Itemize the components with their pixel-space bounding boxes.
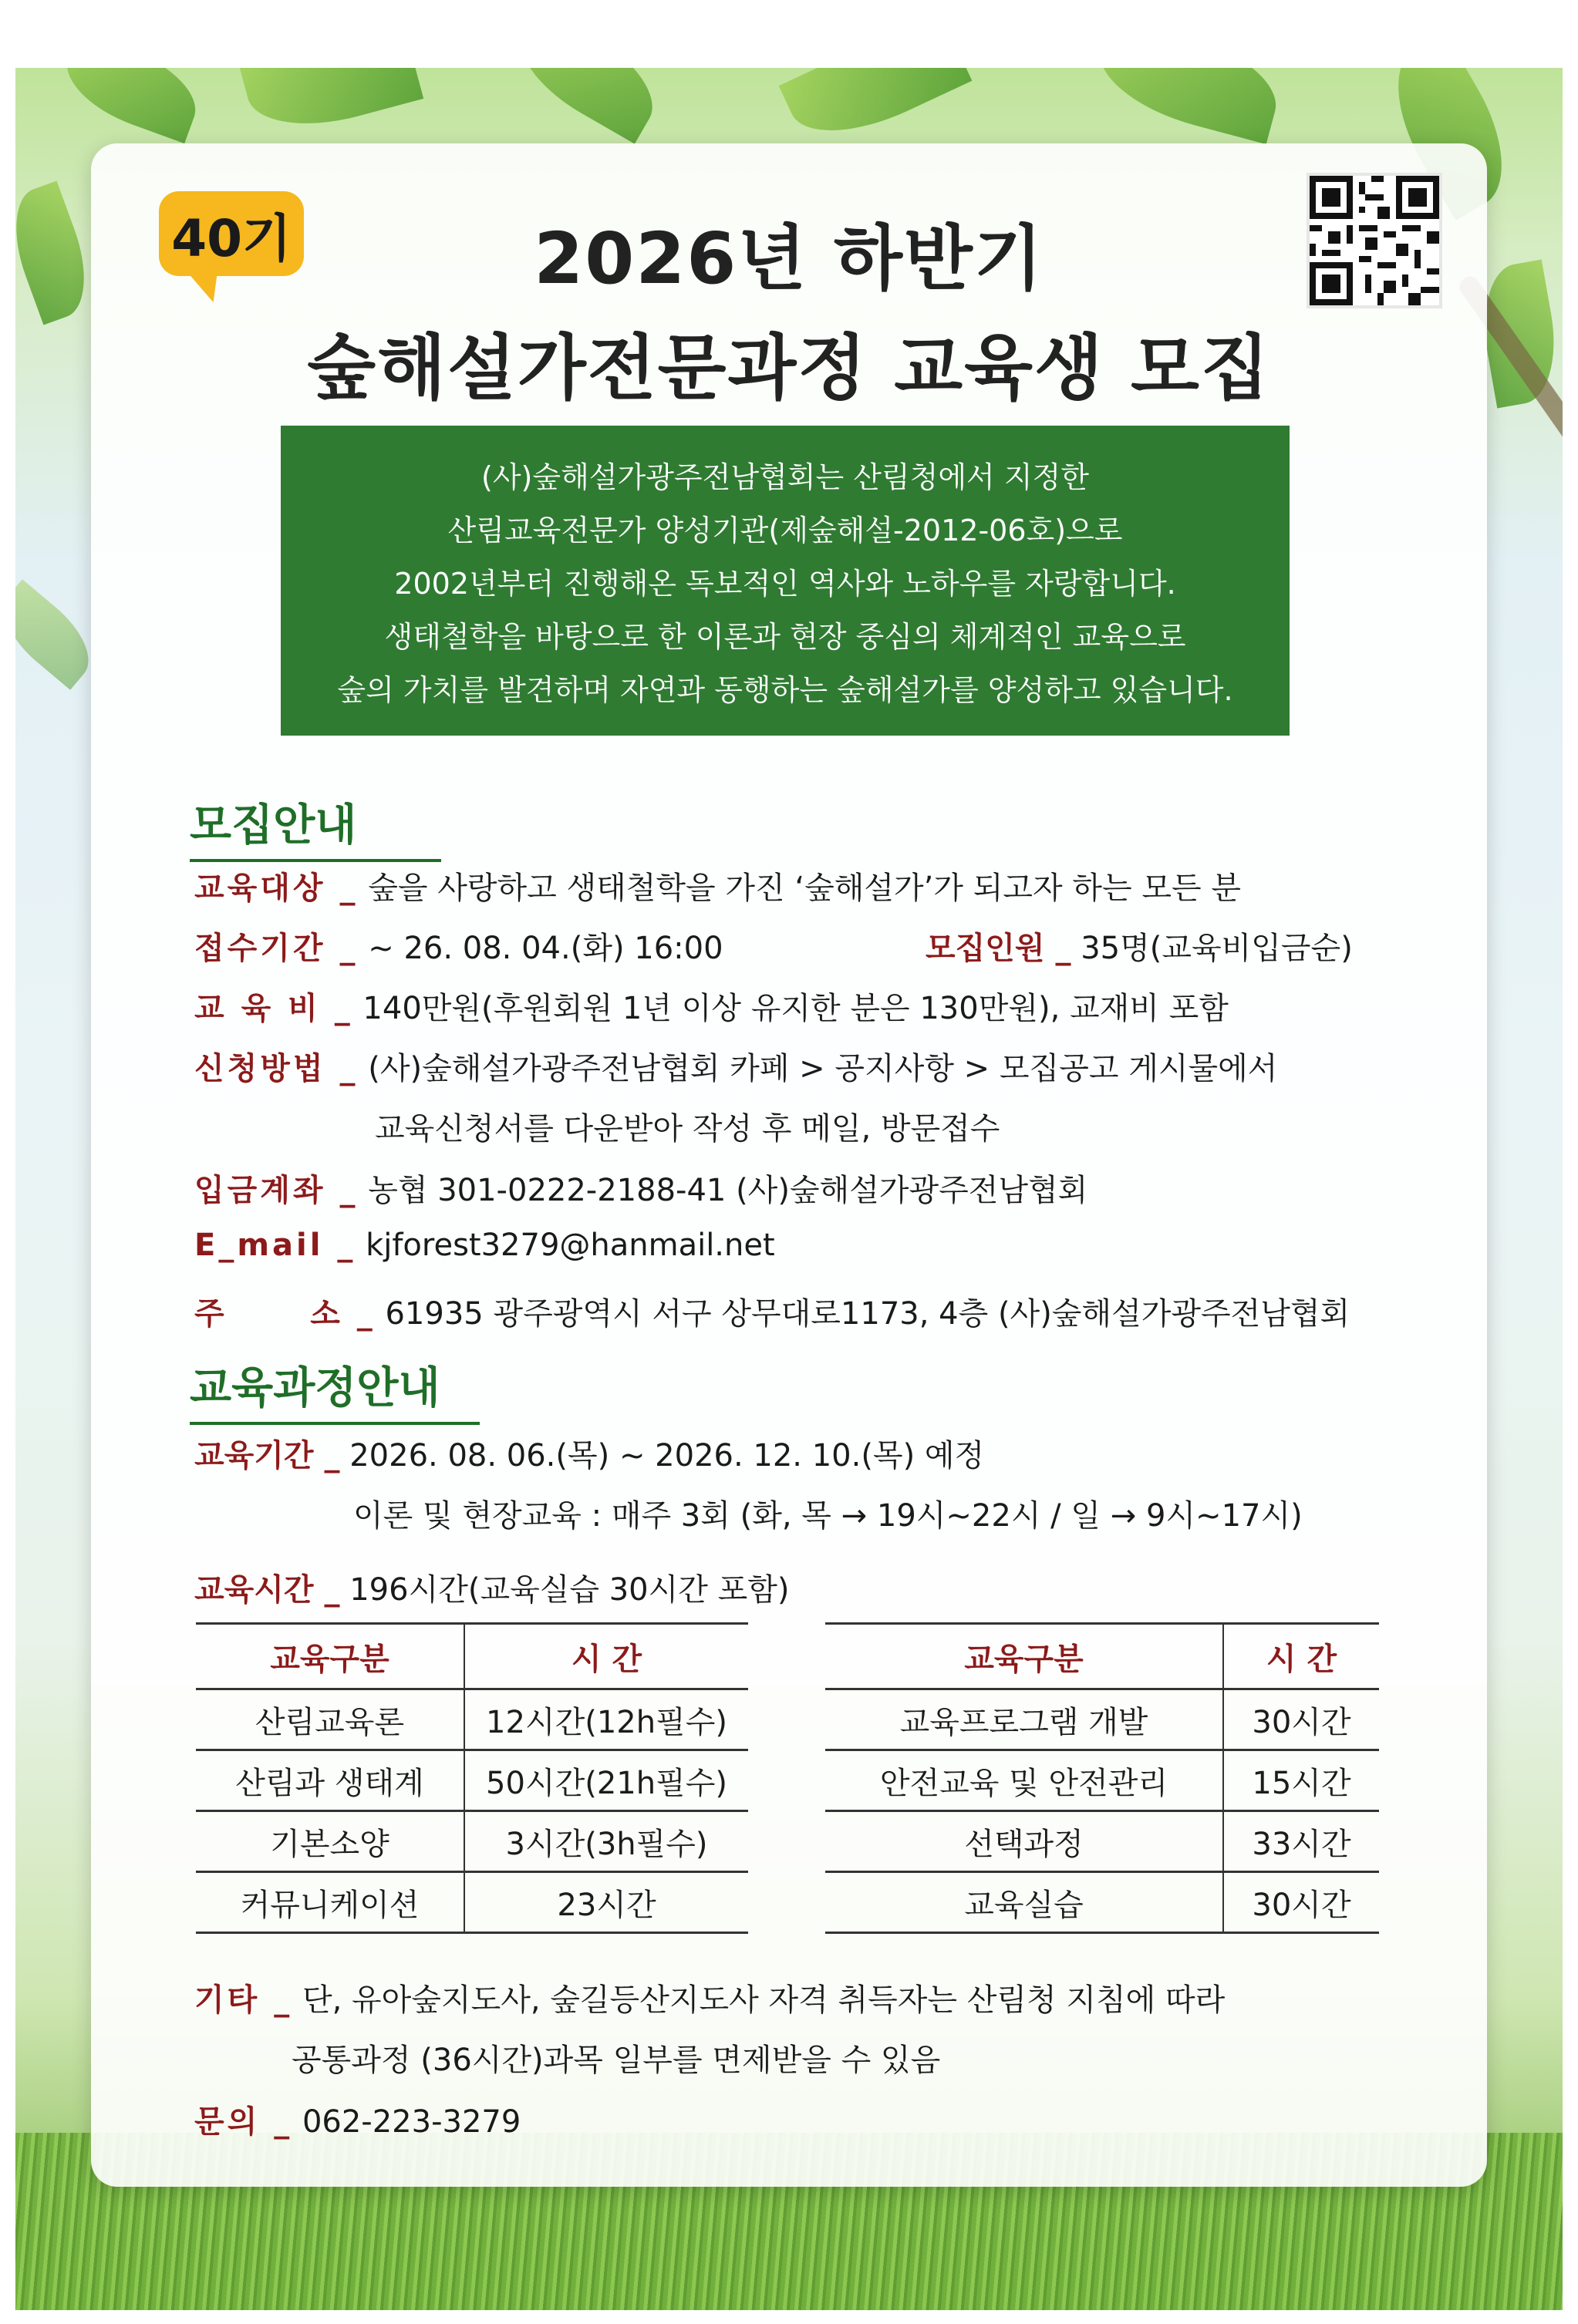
etc-note (194, 1975, 1225, 2019)
table-cell-subject: 커뮤니케이션 (196, 1872, 464, 1933)
table-cell-time: 12시간(12h필수) (464, 1689, 748, 1750)
course-schedule: 이론 및 현장교육 : 매주 3회 (화, 목 → 19시~22시 / 일 → 9시~17시) (353, 1498, 1303, 1534)
table-cell-subject: 산림과 생태계 (196, 1750, 464, 1811)
recruit-apply-value-1: (사)숲해설가광주전남협회 카페 > 공지사항 > 모집공고 게시물에서 (368, 1051, 1278, 1086)
recruit-period (194, 924, 723, 968)
intro-line: 숲의 가치를 발견하며 자연과 동행하는 숲해설가를 양성하고 있습니다. (337, 672, 1233, 707)
recruit-account (194, 1166, 1087, 1210)
table-row (825, 1872, 1379, 1933)
table-cell-time: 23시간 (464, 1872, 748, 1933)
table-cell-subject: 안전교육 및 안전관리 (825, 1750, 1223, 1811)
etc-label: 기타 _ (194, 1982, 293, 2018)
course-period (194, 1431, 984, 1475)
table-row (825, 1689, 1379, 1750)
table-header-subject: 교육구분 (196, 1624, 464, 1689)
recruit-email-value[interactable]: kjforest3279@hanmail.net (366, 1228, 775, 1263)
recruit-address-label: 주 소 _ (194, 1296, 376, 1332)
contact-phone[interactable]: 062-223-3279 (302, 2104, 521, 2140)
intro-line: 2002년부터 진행해온 독보적인 역사와 노하우를 자랑합니다. (394, 566, 1176, 601)
table-cell-time: 30시간 (1223, 1689, 1379, 1750)
course-period-value: 2026. 08. 06.(목) ~ 2026. 12. 10.(목) 예정 (349, 1438, 985, 1474)
table-cell-subject: 교육실습 (825, 1872, 1223, 1933)
recruit-fee-value: 140만원(후원회원 1년 이상 유지한 분은 130만원), 교재비 포함 (362, 991, 1229, 1026)
recruit-apply-label: 신청방법 _ (194, 1051, 359, 1086)
recruit-address-value: 61935 광주광역시 서구 상무대로1173, 4층 (사)숲해설가광주전남협회 (385, 1296, 1350, 1332)
title-line-2: 숲해설가전문과정 교육생 모집 (307, 327, 1271, 409)
table-row (196, 1811, 748, 1872)
contact (194, 2097, 521, 2141)
recruit-period-value: ~ 26. 08. 04.(화) 16:00 (368, 931, 723, 966)
recruit-heading: 모집안내 (190, 791, 441, 862)
table-header-row (196, 1624, 748, 1689)
table-cell-time: 50시간(21h필수) (464, 1750, 748, 1811)
table-row (196, 1750, 748, 1811)
table-header-time: 시 간 (464, 1624, 748, 1689)
table-cell-subject: 교육프로그램 개발 (825, 1689, 1223, 1750)
recruit-target (194, 864, 1241, 908)
recruit-apply-value-2: 교육신청서를 다운받아 작성 후 메일, 방문접수 (375, 1111, 1000, 1147)
table-cell-time: 30시간 (1223, 1872, 1379, 1933)
intro-box (281, 426, 1290, 736)
table-cell-subject: 선택과정 (825, 1811, 1223, 1872)
table-row (825, 1750, 1379, 1811)
cohort-label: 40기 (171, 208, 292, 268)
etc-value-1: 단, 유아숲지도사, 숲길등산지도사 자격 취득자는 산림청 지침에 따라 (302, 1982, 1226, 2018)
recruit-email-label: E_mail _ (194, 1228, 356, 1263)
table-cell-subject: 기본소양 (196, 1811, 464, 1872)
table-header-time: 시 간 (1223, 1624, 1379, 1689)
course-hours (194, 1565, 790, 1609)
contact-label: 문의 _ (194, 2104, 293, 2140)
course-table-left (196, 1622, 748, 1934)
table-cell-time: 3시간(3h필수) (464, 1811, 748, 1872)
intro-line: (사)숲해설가광주전남협회는 산림청에서 지정한 (481, 460, 1089, 494)
table-header-row (825, 1624, 1379, 1689)
recruit-account-value: 농협 301-0222-2188-41 (사)숲해설가광주전남협회 (368, 1173, 1088, 1208)
table-row (196, 1872, 748, 1933)
etc-value-2: 공통과정 (36시간)과목 일부를 면제받을 수 있음 (292, 2043, 941, 2078)
recruit-capacity-value: 35명(교육비입금순) (1081, 931, 1353, 966)
table-cell-subject: 산림교육론 (196, 1689, 464, 1750)
table-header-subject: 교육구분 (825, 1624, 1223, 1689)
course-heading: 교육과정안내 (190, 1354, 480, 1425)
recruit-fee (194, 984, 1229, 1028)
recruit-account-label: 입금계좌 _ (194, 1173, 359, 1208)
recruit-capacity (926, 924, 1353, 968)
table-row (196, 1689, 748, 1750)
table-row (825, 1811, 1379, 1872)
recruit-target-value: 숲을 사랑하고 생태철학을 가진 ‘숲해설가’가 되고자 하는 모든 분 (368, 871, 1242, 906)
recruit-address (194, 1289, 1350, 1333)
course-period-label: 교육기간 _ (194, 1438, 340, 1474)
recruit-apply (194, 1044, 1277, 1088)
recruit-capacity-label: 모집인원 _ (926, 931, 1071, 966)
course-hours-label: 교육시간 _ (194, 1572, 340, 1608)
intro-line: 산림교육전문가 양성기관(제숲해설-2012-06호)으로 (447, 513, 1123, 547)
recruit-fee-label: 교 육 비 _ (194, 991, 353, 1026)
recruit-period-label: 접수기간 _ (194, 931, 359, 966)
table-cell-time: 15시간 (1223, 1750, 1379, 1811)
table-cell-time: 33시간 (1223, 1811, 1379, 1872)
intro-line: 생태철학을 바탕으로 한 이론과 현장 중심의 체계적인 교육으로 (384, 619, 1186, 654)
recruit-email (194, 1228, 775, 1263)
course-table-right (825, 1622, 1379, 1934)
title-line-1: 2026년 하반기 (534, 217, 1044, 300)
course-hours-value: 196시간(교육실습 30시간 포함) (349, 1572, 790, 1608)
recruit-target-label: 교육대상 _ (194, 871, 359, 906)
